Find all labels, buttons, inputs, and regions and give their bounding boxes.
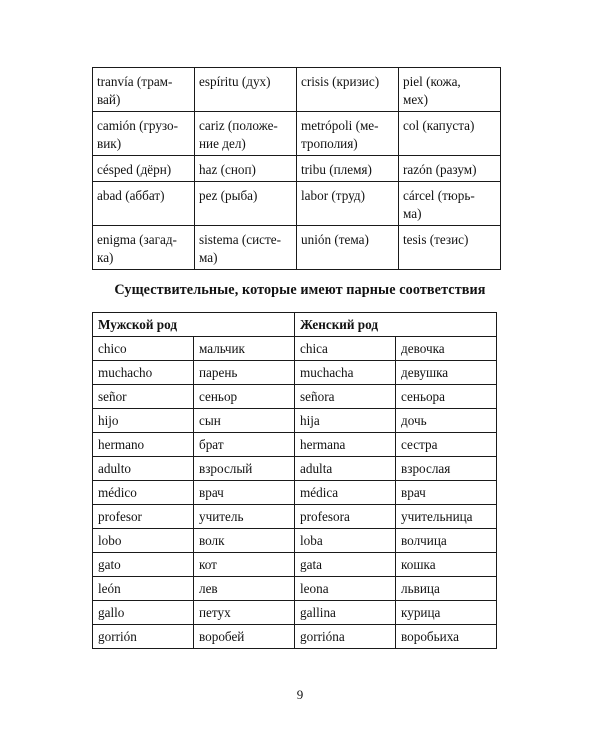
masculine-header: Мужской род [93,313,295,337]
table-row [93,625,497,649]
table-cell: haz (сноп) [195,156,297,182]
section-heading: Существительные, которые имеют парные соответствия [114,282,486,298]
table-cell: петух [194,601,295,625]
table-header-row [93,313,497,337]
table-cell: muchacho [93,361,194,385]
table-cell: chico [93,337,194,361]
table-row [93,457,497,481]
table-row [93,361,497,385]
table-row [93,601,497,625]
table-row [93,505,497,529]
table-row [93,156,501,182]
table-cell: enigma (загад- ка) [93,226,195,270]
table-row [93,409,497,433]
table-cell: sistema (систе- ма) [195,226,297,270]
table-cell: сеньора [396,385,497,409]
table-cell: crisis (кризис) [297,68,399,112]
table-cell: мальчик [194,337,295,361]
table-cell: leona [295,577,396,601]
table-cell: col (капуста) [399,112,501,156]
table-cell: razón (разум) [399,156,501,182]
table-cell: gata [295,553,396,577]
table-row [93,433,497,457]
table-cell: loba [295,529,396,553]
table-cell: взрослая [396,457,497,481]
table-cell: profesor [93,505,194,529]
table-cell: gallo [93,601,194,625]
table-cell: tribu (племя) [297,156,399,182]
table-cell: cariz (положе- ние дел) [195,112,297,156]
table-cell: курица [396,601,497,625]
table-cell: сестра [396,433,497,457]
table-row [93,577,497,601]
table-cell: дочь [396,409,497,433]
table-cell: врач [194,481,295,505]
table-cell: chica [295,337,396,361]
table-cell: кот [194,553,295,577]
table-cell: gorrióna [295,625,396,649]
table-cell: лев [194,577,295,601]
table-cell: camión (грузо- вик) [93,112,195,156]
table-cell: hijo [93,409,194,433]
table-cell: señor [93,385,194,409]
table-cell: hermana [295,433,396,457]
table-cell: брат [194,433,295,457]
table-cell: волк [194,529,295,553]
table-cell: lobo [93,529,194,553]
table-cell: césped (дёрн) [93,156,195,182]
table-row [93,182,501,226]
table-row [93,529,497,553]
table-cell: médica [295,481,396,505]
table-row [93,385,497,409]
table-cell: adulto [93,457,194,481]
noun-gender-table [92,67,501,270]
table-cell: señora [295,385,396,409]
table-cell: парень [194,361,295,385]
table-cell: tesis (тезис) [399,226,501,270]
table-cell: gallina [295,601,396,625]
table-row [93,112,501,156]
table-cell: девушка [396,361,497,385]
table-cell: abad (аббат) [93,182,195,226]
table-row [93,337,497,361]
table-cell: profesora [295,505,396,529]
table-cell: unión (тема) [297,226,399,270]
feminine-header: Женский род [295,313,497,337]
table-cell: девочка [396,337,497,361]
table-cell: hija [295,409,396,433]
table-row [93,481,497,505]
table-cell: сын [194,409,295,433]
table-cell: médico [93,481,194,505]
table-cell: pez (рыба) [195,182,297,226]
table-cell: волчица [396,529,497,553]
table-cell: piel (кожа, мех) [399,68,501,112]
table-cell: врач [396,481,497,505]
table-cell: учительница [396,505,497,529]
table-cell: espíritu (дух) [195,68,297,112]
table-cell: сеньор [194,385,295,409]
table-cell: учитель [194,505,295,529]
table-row [93,68,501,112]
table-cell: взрослый [194,457,295,481]
table-row [93,226,501,270]
table-cell: muchacha [295,361,396,385]
table-cell: gato [93,553,194,577]
table-cell: gorrión [93,625,194,649]
table-cell: воробьиха [396,625,497,649]
table-cell: воробей [194,625,295,649]
page-number: 9 [296,687,304,702]
table-cell: cárcel (тюрь- ма) [399,182,501,226]
table-cell: tranvía (трам- вай) [93,68,195,112]
table-cell: labor (труд) [297,182,399,226]
paired-nouns-table [92,312,497,649]
table-cell: кошка [396,553,497,577]
table-row [93,553,497,577]
table-cell: león [93,577,194,601]
table-cell: adulta [295,457,396,481]
table-cell: львица [396,577,497,601]
table-cell: metrópoli (ме- трополия) [297,112,399,156]
table-cell: hermano [93,433,194,457]
